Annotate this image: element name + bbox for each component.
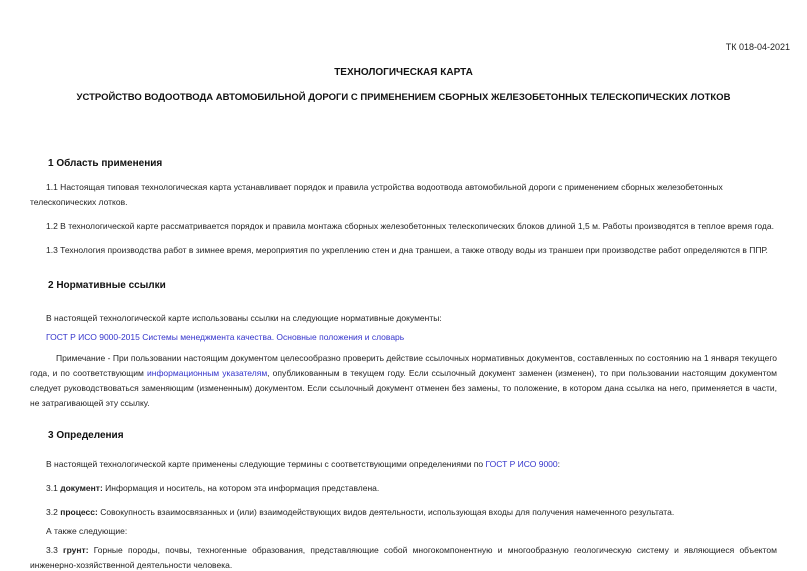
- definition-3-3: [30, 543, 777, 571]
- section-2-heading: 2 Нормативные ссылки: [48, 280, 166, 291]
- link-gost-r-iso-9000[interactable]: ГОСТ Р ИСО 9000: [485, 459, 558, 469]
- definition-term: документ:: [60, 483, 103, 493]
- link-gost-r-iso-9000-2015[interactable]: ГОСТ Р ИСО 9000-2015 Системы менеджмента качества. Основные положения и словарь: [46, 332, 405, 342]
- definition-3-2: [30, 505, 777, 520]
- paragraph-3-also: А также следующие:: [46, 526, 128, 536]
- paragraph-2-note: [30, 351, 777, 411]
- doc-code: ТК 018-04-2021: [725, 42, 790, 52]
- definition-term: процесс:: [60, 507, 98, 517]
- section-3-heading: 3 Определения: [48, 430, 124, 441]
- definition-number: 3.2: [46, 507, 61, 517]
- paragraph-3-intro: [30, 457, 777, 472]
- link-information-indexes[interactable]: информационным указателям: [147, 368, 268, 378]
- paragraph-2-intro: В настоящей технологической карте использованы ссылки на следующие нормативные документы:: [46, 313, 442, 323]
- paragraph-2-link-line: [30, 330, 777, 345]
- intro-colon: :: [557, 459, 560, 469]
- definition-3-1: [30, 481, 777, 496]
- note-text-part2: , опубликованным в текущем году. Если ссылочный документ заменен (изменен), то при пользовании настоящим документом следует руководствоваться заменяющим (измененным) документом. Если ссылочный документ отменен без замены, то положение, в котором дана ссылка на него, применяется в части, не затрагивающей эту ссылку.: [30, 368, 777, 408]
- definition-number: 3.3: [46, 545, 64, 555]
- paragraph-1-1: 1.1 Настоящая типовая технологическая карта устанавливает порядок и правила устройства водоотвода автомобильной дороги с применением сборных железобетонных телескопических лотков.: [30, 182, 723, 207]
- section-1-heading: 1 Область применения: [48, 158, 163, 169]
- paragraph-1-3: 1.3 Технология производства работ в зимнее время, мероприятия по укреплению стен и дна траншеи, а также отводу воды из траншеи при производстве работ определяются в ППР.: [46, 245, 768, 255]
- paragraph-1-2: 1.2 В технологической карте рассматривается порядок и правила монтажа сборных железобетонных телескопических блоков длиной 1,5 м. Работы производятся в теплое время года.: [46, 221, 774, 231]
- note-text-part1: Примечание - При пользовании настоящим документом целесообразно проверить действие ссылочных нормативных документов, составленных по состоянию на 1 января текущего года, и по соответствующим: [30, 353, 777, 378]
- definition-number: 3.1: [46, 483, 61, 493]
- definition-text: Информация и носитель, на котором эта информация представлена.: [102, 483, 380, 493]
- definition-term: грунт:: [63, 545, 89, 555]
- doc-title: ТЕХНОЛОГИЧЕСКАЯ КАРТА: [334, 67, 473, 78]
- definition-text: Горные породы, почвы, техногенные образования, представляющие собой многокомпонентную и многообразную геологическую систему и являющиеся объектом инженерно-хозяйственной деятельности человека.: [30, 545, 777, 570]
- definition-text: Совокупность взаимосвязанных и (или) взаимодействующих видов деятельности, использующая входы для получения намеченного результата.: [97, 507, 675, 517]
- doc-subtitle: УСТРОЙСТВО ВОДООТВОДА АВТОМОБИЛЬНОЙ ДОРОГИ С ПРИМЕНЕНИЕМ СБОРНЫХ ЖЕЛЕЗОБЕТОННЫХ ТЕЛЕСКОПИЧЕСКИХ ЛОТКОВ: [76, 92, 731, 103]
- intro-text: В настоящей технологической карте применены следующие термины с соответствующими определениями по: [46, 459, 486, 469]
